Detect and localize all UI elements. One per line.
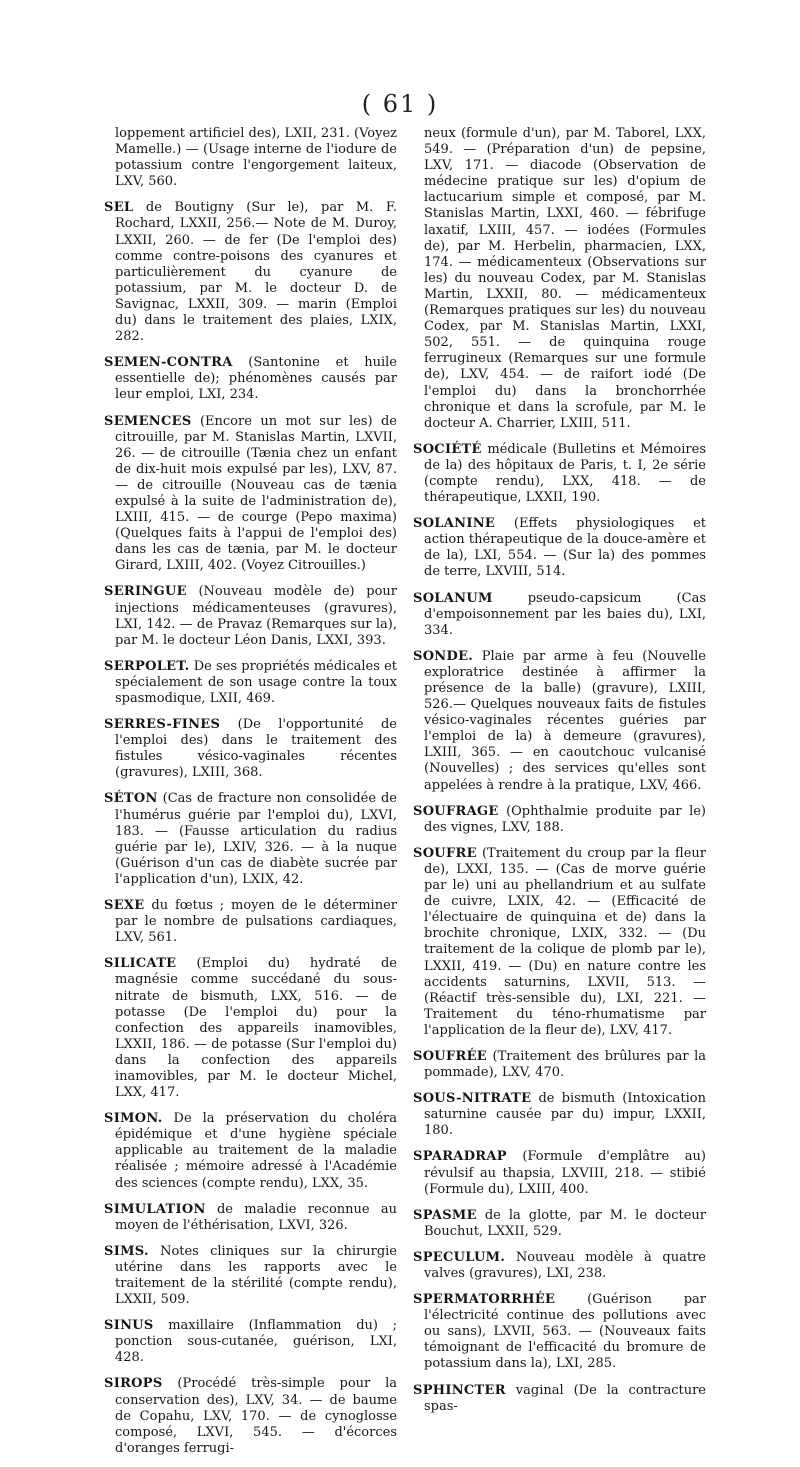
entry-head: SERINGUE [104, 584, 187, 600]
entry-text: (Santonine et huile essentielle de); phénomènes causés par leur emploi, LXI, 234. [115, 355, 397, 403]
entry-head: SILICATE [104, 956, 177, 972]
entry-text: (Cas de fracture non consolidée de l'humérus guérie par l'emploi du), LXVI, 183. — (Fausse articulation du radius guérie par le), LXIV, 326. — à la nuque (Guérison d'un cas de diabète sucrée par l'application d'un), LXIX, 42. [115, 791, 397, 887]
entry-head: SPASME [413, 1207, 477, 1223]
entry-text: de Boutigny (Sur le), par M. F. Rochard, LXXII, 256.— Note de M. Duroy, LXXII, 260. — de fer (De l'emploi des) comme contre-poisons des cyanures et particulièrement du cyanure de potassium, par M. le docteur D. de Savignac, LXXII, 309. — marin (Emploi du) dans le traitement des plaies, LXIX, 282. [115, 200, 397, 345]
entry-head: SÉTON [104, 791, 158, 807]
entry-text: (Procédé très-simple pour la conservation des), LXV, 34. — de baume de Copahu, LXV, 170. — de cynoglosse composé, LXVI, 545. — d'écorces d'oranges ferrugi- [115, 1376, 397, 1456]
index-entry [413, 804, 706, 836]
index-entry [104, 1376, 397, 1456]
entry-text: de bismuth (Intoxication saturnine causée par du) impur, LXXII, 180. [424, 1091, 706, 1139]
entry-head: SINUS [104, 1318, 154, 1334]
entry-text: (Effets physiologiques et action thérapeutique de la douce-amère et de la), LXI, 554. — (Sur la) des pommes de terre, LXVIII, 514. [424, 516, 706, 580]
index-entry [413, 1383, 706, 1415]
entry-text: de maladie reconnue au moyen de l'éthérisation, LXVI, 326. [115, 1201, 397, 1233]
entry-head: SEL [104, 200, 134, 216]
entry-head: SOUS-NITRATE [413, 1091, 532, 1107]
entry-head: SIMULATION [104, 1201, 206, 1217]
entry-text: (Guérison par l'électricité continue des pollutions avec ou sans), LXVII, 563. — (Nouveaux faits témoignant de l'efficacité du bromure de potassium dans la), LXI, 285. [424, 1292, 706, 1372]
entry-head: SPHINCTER [413, 1382, 506, 1398]
index-entry [413, 1292, 706, 1372]
entry-text: maxillaire (Inflammation du) ; ponction sous-cutanée, guérison, LXI, 428. [115, 1318, 397, 1366]
entry-text: pseudo-capsicum (Cas d'empoisonnement par les baies du), LXI, 334. [424, 590, 706, 638]
index-entry [104, 1111, 397, 1191]
entry-head: SOUFRÉE [413, 1048, 487, 1064]
index-entry [413, 846, 706, 1039]
entry-text: (Encore un mot sur les) de citrouille, par M. Stanislas Martin, LXVII, 26. — de citrouille (Tænia chez un enfant de dix-huit mois expulsé par les), LXV, 87. — de citrouille (Nouveau cas de tænia expulsé à la suite de l'administration de), LXIII, 415. — de courge (Pepo maxima) (Quelques faits à l'appui de l'emploi des) dans les cas de tænia, par M. le docteur Girard, LXIII, 402. (Voyez Citrouilles.) [115, 413, 397, 574]
page-number: ( 61 ) [361, 90, 439, 118]
entry-text: (Emploi du) hydraté de magnésie comme succédané du sous-nitrate de bismuth, LXX, 516. — de potasse (De l'emploi du) pour la confection des appareils inamovibles, LXXII, 186. — de potasse (Sur l'emploi du) dans la confection des appareils inamovibles, par M. le docteur Michel, LXX, 417. [115, 956, 397, 1101]
entry-text: De ses propriétés médicales et spécialement de son usage contre la toux spasmodique, LXII, 469. [115, 658, 397, 706]
index-entry [104, 1318, 397, 1366]
entry-text: (Traitement du croup par la fleur de), LXXI, 135. — (Cas de morve guérie par le) uni au phellandrium et au sulfate de cuivre, LXIX, 42. — (Efficacité de l'électuaire de quinquina et de) dans la brochite chronique, LXIX, 332. — (Du traitement de la colique de plomb par le), LXXII, 419. — (Du) en nature contre les accidents saturnins, LXVII, 513. — (Réactif très-sensible du), LXI, 221. — Traitement du téno-rhumatisme par l'application de la fleur de), LXV, 417. [424, 845, 706, 1038]
index-entry [104, 717, 397, 781]
left-column [104, 126, 397, 1467]
entry-head: SOUFRE [413, 845, 477, 861]
entry-text: (Ophthalmie produite par le) des vignes, LXV, 188. [424, 803, 706, 835]
entry-text: (Traitement des brûlures par la pommade), LXV, 470. [424, 1048, 706, 1081]
index-entry [413, 591, 706, 639]
index-entry [413, 442, 706, 506]
entry-text: Plaie par arme à feu (Nouvelle exploratrice destinée à affirmer la présence de la balle) (gravure), LXIII, 526.— Quelques nouveaux faits de fistules vésico-vaginales récentes guéries par l'emploi de la) à demeure (gravures), LXIII, 365. — en caoutchouc vulcanisé (Nouvelles) ; des services qu'elles sont appelées à rendre à la pratique, LXV, 466. [424, 648, 706, 793]
index-entry [104, 355, 397, 403]
index-entry [104, 584, 397, 648]
entry-head: SPARADRAP [413, 1149, 507, 1165]
entry-head: SERRES-FINES [104, 717, 221, 733]
index-entry [413, 1091, 706, 1139]
index-entry [104, 1244, 397, 1308]
index-entry [104, 414, 397, 575]
index-entry [413, 1208, 706, 1240]
entry-head: SERPOLET. [104, 658, 190, 674]
entry-text: (Nouveau modèle de) pour injections médicamenteuses (gravures), LXI, 142. — de Pravaz (Remarques sur la), par M. le docteur Léon Danis, LXXI, 393. [115, 584, 397, 648]
index-entry [104, 898, 397, 946]
index-entry [104, 126, 397, 190]
entry-text: Nouveau modèle à quatre valves (gravures), LXI, 238. [424, 1249, 706, 1281]
entry-head: SIMS. [104, 1243, 149, 1259]
entry-head: SPERMATORRHÉE [413, 1292, 556, 1308]
entry-text: loppement artificiel des), LXII, 231. (Voyez Mamelle.) — (Usage interne de l'iodure de potassium contre l'engorgement laiteux, LXV, 560. [115, 126, 398, 190]
entry-head: SIROPS [104, 1376, 163, 1392]
entry-head: SEMEN-CONTRA [104, 355, 233, 371]
entry-text: du fœtus ; moyen de le déterminer par le nombre de pulsations cardiaques, LXV, 561. [115, 898, 397, 946]
entry-text: vaginal (De la contracture spas- [424, 1382, 706, 1414]
entry-text: Notes cliniques sur la chirurgie utérine dans les rapports avec le traitement de la stérilité (compte rendu), LXXII, 509. [115, 1243, 397, 1308]
index-entry [104, 791, 397, 888]
entry-text: (Formule d'emplâtre au) révulsif au thapsia, LXVIII, 218. — stibié (Formule du), LXIII, 400. [424, 1149, 706, 1197]
entry-head: SIMON. [104, 1111, 163, 1127]
entry-text: De la préservation du choléra épidémique et d'une hygiène spéciale applicable au traitement de la maladie réalisée ; mémoire adressé à l'Académie des sciences (compte rendu), LXX, 35. [115, 1111, 397, 1191]
entry-text: médicale (Bulletins et Mémoires de la) des hôpitaux de Paris, t. I, 2e série (compte rendu), LXX, 418. — de thérapeutique, LXXII, 190. [424, 441, 706, 506]
index-entry [104, 200, 397, 345]
entry-head: SOUFRAGE [413, 803, 499, 819]
entry-text: (De l'opportunité de l'emploi des) dans le traitement des fistules vésico-vaginales récentes (gravures), LXIII, 368. [115, 717, 397, 781]
index-entry [413, 1250, 706, 1282]
entry-head: SOCIÉTÉ [413, 441, 482, 457]
index-entry [413, 1049, 706, 1081]
entry-head: SONDE. [413, 648, 474, 664]
index-entry [413, 1149, 706, 1197]
entry-text: neux (formule d'un), par M. Taborel, LXX, 549. — (Préparation d'un) de pepsine, LXV, 171. — diacode (Observation de médecine pratique sur les) d'opium de lactucarium simple et composé, par M. Stanislas Martin, LXXI, 460. — fébrifuge laxatif, LXIII, 457. — iodées (Formules de), par M. Herbelin, pharmacien, LXX, 174. — médicamenteux (Observations sur les) du nouveau Codex, par M. Stanislas Martin, LXXII, 80. — médicamenteux (Remarques pratiques sur les) du nouveau Codex, par M. Stanislas Martin, LXXI, 502, 551. — de quinquina rouge ferrugineux (Remarques sur une formule de), LXV, 454. — de raifort iodé (De l'emploi du) dans la bronchorrhée chronique et dans la scrofule, par M. le docteur A. Charrier, LXIII, 511. [424, 126, 706, 431]
entry-text: de la glotte, par M. le docteur Bouchut, LXXII, 529. [424, 1207, 706, 1239]
right-column [413, 126, 706, 1425]
index-entry [413, 516, 706, 580]
entry-head: SEMENCES [104, 413, 192, 429]
index-entry [413, 649, 706, 794]
index-entry [413, 126, 706, 432]
entry-head: SOLANUM [413, 590, 493, 606]
entry-head: SPECULUM. [413, 1249, 506, 1265]
index-entry [104, 956, 397, 1101]
index-entry [104, 1202, 397, 1234]
entry-head: SOLANINE [413, 516, 496, 532]
index-entry [104, 659, 397, 707]
entry-head: SEXE [104, 898, 145, 914]
